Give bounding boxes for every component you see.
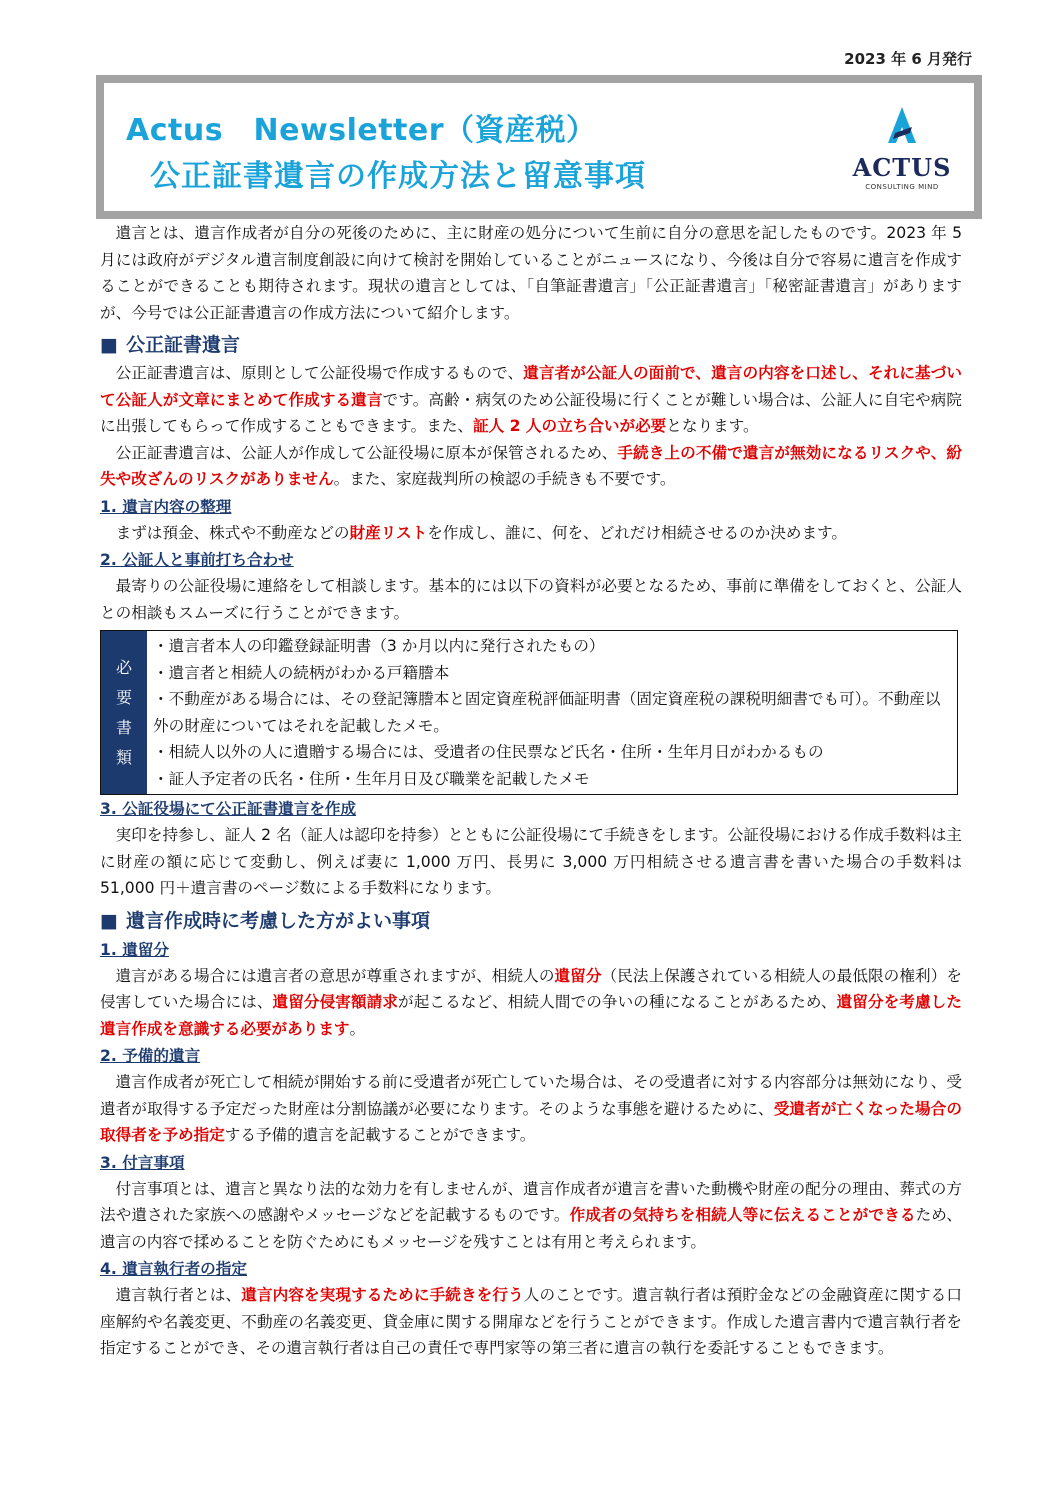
list-item: ・不動産がある場合には、その登記簿謄本と固定資産税評価証明書（固定資産税の課税明細書でも可）。不動産以外の財産についてはそれを記載したメモ。 [153, 690, 941, 735]
text-run: となります。 [666, 417, 759, 435]
list-item: ・相続人以外の人に遺贈する場合には、受遺者の住民票など氏名・住所・生年月日がわかるもの [153, 743, 824, 761]
text-run: 人のことです。遺言執行者は預貯金などの金融資産に関する口座解約や名義変更、不動産の名義変更、貸金庫に関する開扉などを行うことができます。作成した遺言書内で遺言執行者を指定することができ、その遺言執行者は自己の責任で専門家等の第三者に遺言の執行を委託することもできます。 [100, 1286, 962, 1357]
highlight-text: 遺言者が公証人の面前で、遺言の内容を口述し、それに基づいて公証人が文章にまとめて作成する遺言 [100, 364, 962, 409]
notarial-will-paragraph-1 [100, 360, 962, 440]
intro-paragraph: 遺言とは、遺言作成者が自分の死後のために、主に財産の処分について生前に自分の意思を記したものです。2023 年 5 月には政府がデジタル遺言制度創設に向けて検討を開始していることがニュースになり、今後は自分で容易に遺言を作成することができることも期待されます。現状の遺言としては、「自筆証書遺言」「公正証書遺言」「秘密証書遺言」がありますが、今号では公正証書遺言の作成方法について紹介します。 [100, 224, 962, 322]
create-at-notary-paragraph: 実印を持参し、証人 2 名（証人は認印を持参）とともに公証役場にて手続きをします。公証役場における作成手数料は主に財産の額に応じて変動し、例えば妻に 1,000 万円、長男に 3,000 万円相続させる遺言書を書いた場合の手数料は 51,000 円＋遺言書のページ数による手数料になります。 [100, 826, 962, 897]
text-run: が起こるなど、相続人間での争いの種になることがあるため、 [398, 993, 837, 1011]
section-heading-text: 遺言作成時に考慮した方がよい事項 [125, 909, 430, 932]
required-documents-list [147, 631, 957, 794]
logo-tagline: CONSULTING MIND [865, 183, 939, 191]
text-run: です。高齢・病気のため公証役場に行くことが難しい場合は、公証人に自宅や病院に出張してもらって作成することもできます。また、 [100, 390, 962, 435]
notary-consultation-paragraph: 最寄りの公証役場に連絡をして相談します。基本的には以下の資料が必要となるため、事前に準備をしておくと、公証人との相談もスムーズに行うことができます。 [100, 577, 962, 622]
issue-date: 2023 年 6 月発行 [844, 50, 972, 68]
text-run: ため、遺言の内容で揉めることを防ぐためにもメッセージを残すことは有用と考えられます。 [100, 1206, 962, 1251]
notarial-will-paragraph-2 [100, 440, 962, 493]
highlight-text: 遺留分 [554, 966, 602, 985]
highlight-text: 遺留分侵害額請求 [272, 993, 399, 1011]
list-item: ・証人予定者の氏名・住所・生年月日及び職業を記載したメモ [153, 769, 590, 788]
actus-logo-mark-icon [846, 97, 958, 153]
reserved-portion-paragraph [100, 963, 962, 1043]
section-heading-considerations [100, 906, 962, 936]
contingent-will-paragraph [100, 1069, 962, 1149]
highlight-text: 財産リスト [349, 523, 428, 542]
subheading-create-at-notary: 3. 公証役場にて公正証書遺言を作成 [100, 800, 357, 818]
highlight-text: 遺言内容を実現するために手続きを行う [241, 1286, 524, 1304]
article-body [100, 220, 962, 1362]
square-bullet-icon: ■ [100, 909, 118, 932]
label-char: 要 [115, 687, 132, 707]
text-run: を作成し、誰に、何を、どれだけ相続させるのか決めます。 [427, 523, 847, 542]
newsletter-subtitle: 公正証書遺言の作成方法と留意事項 [150, 159, 646, 194]
actus-logo [846, 97, 966, 197]
header-banner [96, 75, 982, 219]
required-documents-label [101, 631, 147, 794]
required-documents-box [100, 630, 958, 795]
label-char: 類 [115, 747, 132, 767]
organize-contents-paragraph [100, 520, 962, 547]
subheading-organize-contents: 1. 遺言内容の整理 [100, 497, 232, 516]
label-char: 必 [115, 657, 132, 677]
text-run: まずは預金、株式や不動産などの [115, 523, 350, 542]
list-item: ・遺言者本人の印鑑登録証明書（3 か月以内に発行されたもの） [153, 637, 605, 655]
subheading-supplementary-notes: 3. 付言事項 [100, 1153, 185, 1172]
highlight-text: 遺留分を考慮した遺言作成を意識する必要があります [100, 993, 962, 1038]
text-run: する予備的遺言を記載することができます。 [224, 1126, 536, 1144]
square-bullet-icon: ■ [100, 334, 118, 356]
subheading-contingent-will: 2. 予備的遺言 [100, 1047, 201, 1065]
highlight-text: 証人 2 人の立ち合いが必要 [473, 417, 667, 435]
subheading-notary-consultation: 2. 公証人と事前打ち合わせ [100, 551, 294, 569]
text-run: 遺言執行者とは、 [115, 1286, 242, 1304]
text-run: 。 [349, 1019, 366, 1038]
subheading-executor: 4. 遺言執行者の指定 [100, 1260, 247, 1278]
text-run: 付言事項とは、遺言と異なり法的な効力を有しませんが、遺言作成者が遺言を書いた動機や財産の配分の理由、葬式の方法や遺された家族への感謝やメッセージなどを記載するものです。 [100, 1179, 962, 1224]
label-char: 書 [115, 717, 132, 737]
logo-wordmark: ACTUS [852, 153, 952, 182]
text-run: 公正証書遺言は、原則として公証役場で作成するもので、 [115, 364, 524, 382]
text-run: 。また、家庭裁判所の検認の手続きも不要です。 [333, 470, 676, 488]
section-heading-notarial-will [100, 330, 962, 360]
text-run: 公正証書遺言は、公証人が作成して公証役場に原本が保管されるため、 [115, 443, 618, 462]
highlight-text: 作成者の気持ちを相続人等に伝えることができる [569, 1206, 916, 1224]
text-run: 遺言作成者が死亡して相続が開始する前に受遺者が死亡していた場合は、その受遺者に対する内容部分は無効になり、受遺者が取得する予定だった財産は分割協議が必要になります。そのような事態を避けるために、 [100, 1073, 962, 1118]
newsletter-title: Actus Newsletter（資産税） [126, 113, 597, 148]
executor-paragraph [100, 1282, 962, 1362]
subheading-reserved-portion: 1. 遺留分 [100, 940, 169, 959]
list-item: ・遺言者と相続人の続柄がわかる戸籍謄本 [153, 663, 450, 682]
text-run: 遺言がある場合には遺言者の意思が尊重されますが、相続人の [115, 966, 555, 985]
text-run: （民法上保護されている相続人の最低限の権利）を侵害していた場合には、 [100, 966, 962, 1011]
supplementary-notes-paragraph [100, 1176, 962, 1256]
section-heading-text: 公正証書遺言 [125, 334, 240, 356]
highlight-text: 受遺者が亡くなった場合の取得者を予め指定 [100, 1099, 962, 1144]
highlight-text: 手続き上の不備で遺言が無効になるリスクや、紛失や改ざんのリスクがありません [100, 443, 962, 488]
